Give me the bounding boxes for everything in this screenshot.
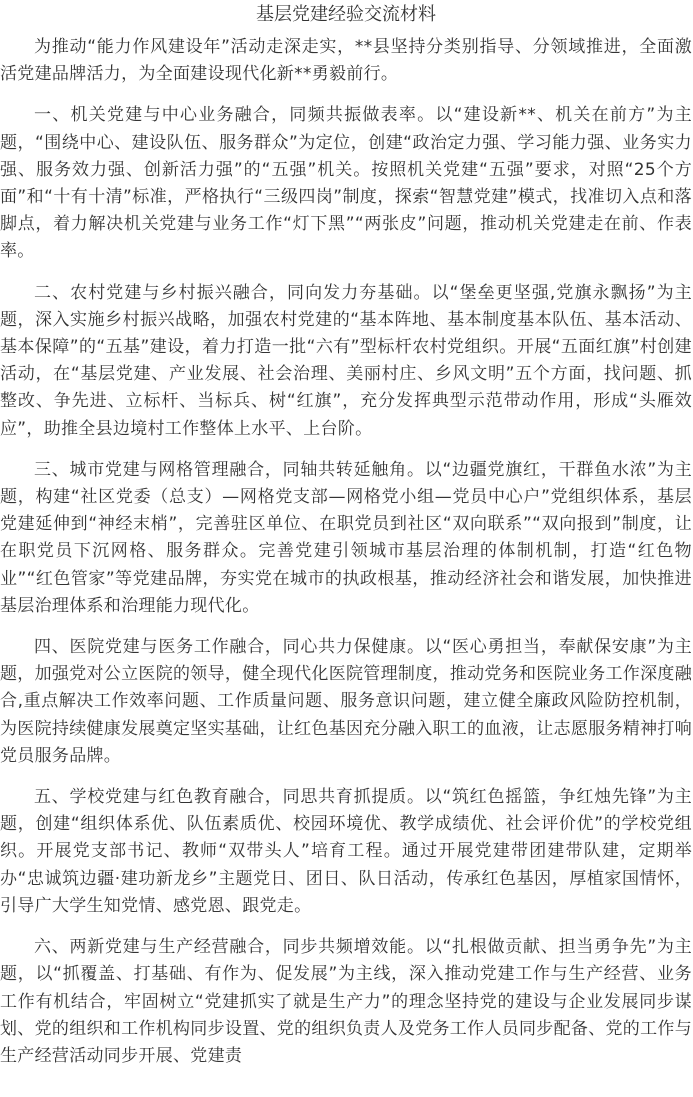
paragraph-intro: 为推动“能力作风建设年”活动走深走实，**县坚持分类别指导、分领域推进，全面激活党建品牌活力，为全面建设现代化新**勇毅前行。 bbox=[0, 37, 692, 85]
paragraph-section-5: 五、学校党建与红色教育融合，同思共育抓提质。以“筑红色摇篮，争红烛先锋”为主题，创建“组织体系优、队伍素质优、校园环境优、教学成绩优、社会评价优”的学校党组织。开展党支部书记、教师“双带头人”培育工程。通过开展党建带团建带队建，定期举办“忠诚筑边疆·建功新龙乡”主题党日、团日、队日活动，传承红色基因，厚植家国情怀，引导广大学生知党情、感党恩、跟党走。 bbox=[0, 787, 692, 916]
document-title: 基层党建经验交流材料 bbox=[256, 4, 436, 25]
paragraph-section-3: 三、城市党建与网格管理融合，同轴共转延触角。以“边疆党旗红，干群鱼水浓”为主题，构建“社区党委（总支）—网格党支部—网格党小组—党员中心户”党组织体系，基层党建延伸到“神经末梢”，完善驻区单位、在职党员到社区“双向联系”“双向报到”制度，让在职党员下沉网格、服务群众。完善党建引领城市基层治理的体制机制，打造“红色物业”“红色管家”等党建品牌，夯实党在城市的执政根基，推动经济社会和谐发展，加快推进基层治理体系和治理能力现代化。 bbox=[0, 459, 692, 616]
paragraph-section-4: 四、医院党建与医务工作融合，同心共力保健康。以“医心勇担当，奉献保安康”为主题，加强党对公立医院的领导，健全现代化医院管理制度，推动党务和医院业务工作深度融合,重点解决工作效率问题、工作质量问题、服务意识问题，建立健全廉政风险防控机制，为医院持续健康发展奠定坚实基础，让红色基因充分融入职工的血液，让志愿服务精神打响党员服务品牌。 bbox=[0, 637, 692, 766]
paragraph-section-1: 一、机关党建与中心业务融合，同频共振做表率。以“建设新**、机关在前方”为主题，“围绕中心、建设队伍、服务群众”为定位，创建“政治定力强、学习能力强、业务实力强、服务效力强、创新活力强”的“五强”机关。按照机关党建“五强”要求，对照“25个方面”和“十有十清”标准，严格执行“三级四岗”制度，探索“智慧党建”模式，找准切入点和落脚点，着力解决机关党建与业务工作“灯下黑”“两张皮”问题，推动机关党建走在前、作表率。 bbox=[0, 105, 692, 262]
paragraph-section-2: 二、农村党建与乡村振兴融合，同向发力夯基础。以“堡垒更坚强,党旗永飘扬”为主题，深入实施乡村振兴战略，加强农村党建的“基本阵地、基本制度基本队伍、基本活动、基本保障”的“五基”建设，着力打造一批“六有”型标杆农村党组织。开展“五面红旗”村创建活动，在“基层党建、产业发展、社会治理、美丽村庄、乡风文明”五个方面，找问题、抓整改、争先进、立标杆、当标兵、树“红旗”，充分发挥典型示范带动作用，形成“头雁效应”，助推全县边境村工作整体上水平、上台阶。 bbox=[0, 282, 692, 439]
paragraph-section-6: 六、两新党建与生产经营融合，同步共频增效能。以“扎根做贡献、担当勇争先”为主题，以“抓覆盖、打基础、有作为、促发展”为主线，深入推动党建工作与生产经营、业务工作有机结合，牢固树立“党建抓实了就是生产力”的理念坚持党的建设与企业发展同步谋划、党的组织和工作机构同步设置、党的组织负责人及党务工作人员同步配备、党的工作与生产经营活动同步开展、党建责 bbox=[0, 937, 692, 1066]
